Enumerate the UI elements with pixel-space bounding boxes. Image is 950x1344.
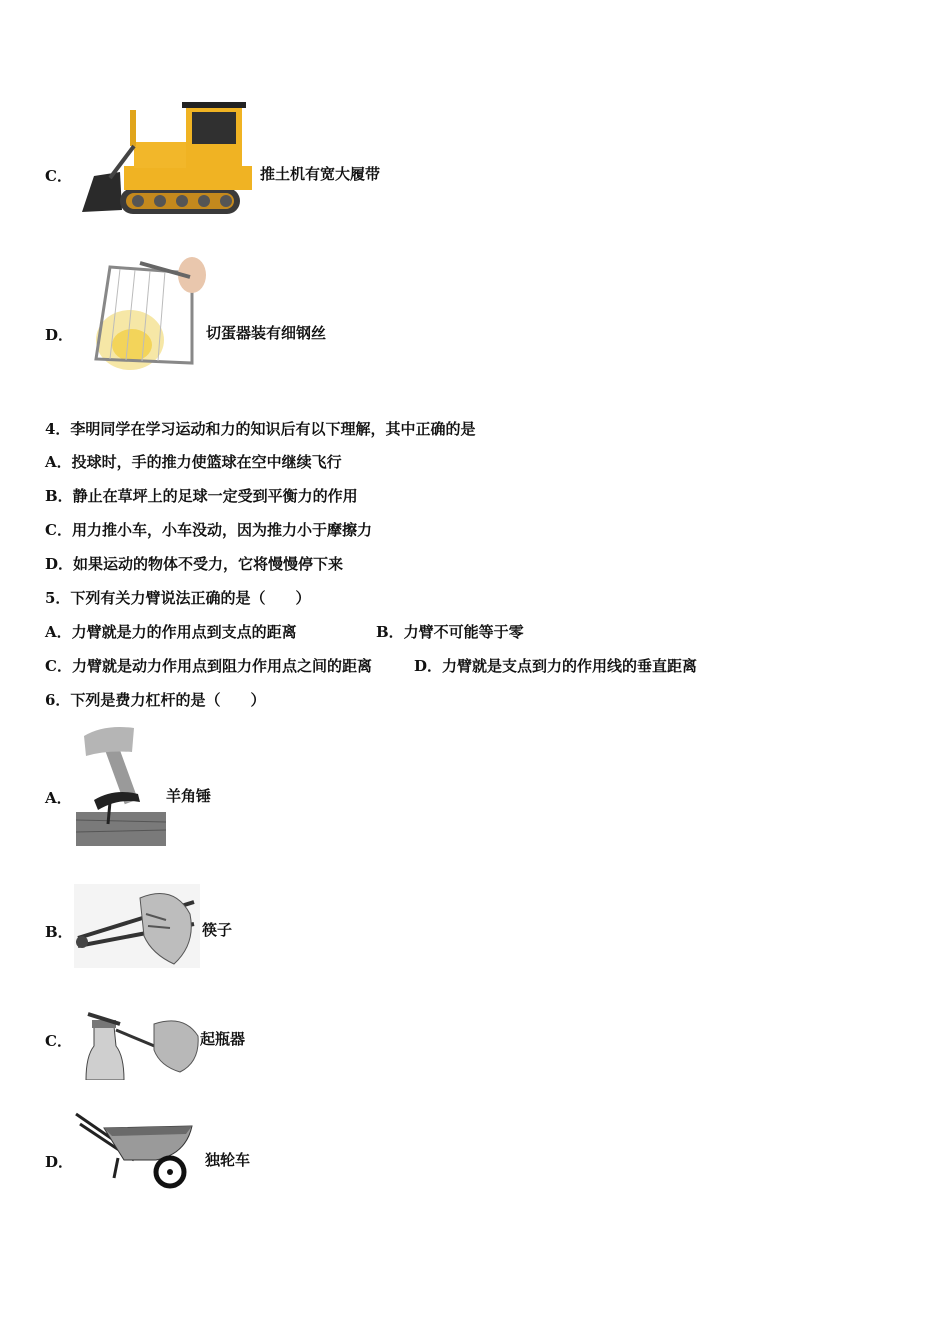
question-stem: 6．下列是费力杠杆的是（ ） [45, 691, 266, 709]
option-text: 切蛋器装有细钢丝 [206, 324, 327, 342]
answer-option: B．静止在草坪上的足球一定受到平衡力的作用 [45, 487, 358, 505]
answer-option: C．力臂就是动力作用点到阻力作用点之间的距离 [45, 657, 372, 675]
answer-option: A．投球时，手的推力使篮球在空中继续飞行 [45, 453, 342, 471]
answer-option: B．力臂不可能等于零 [376, 623, 524, 641]
option-letter: C． [45, 1032, 72, 1050]
question-stem: 5．下列有关力臂说法正确的是（ ） [45, 589, 311, 607]
question-stem: 4．李明同学在学习运动和力的知识后有以下理解，其中正确的是 [45, 420, 476, 438]
answer-option: D．力臂就是支点到力的作用线的垂直距离 [414, 657, 698, 675]
option-text: 起瓶器 [200, 1030, 246, 1048]
bottle-opener-icon [80, 1006, 200, 1080]
option-text: 推土机有宽大履带 [260, 165, 381, 183]
bulldozer-icon [80, 100, 260, 220]
option-letter: A． [45, 789, 72, 807]
option-text: 筷子 [202, 921, 233, 939]
option-letter: B． [45, 923, 73, 941]
wheelbarrow-icon [74, 1110, 198, 1190]
option-letter: C． [45, 167, 72, 185]
answer-option: C．用力推小车，小车没动，因为推力小于摩擦力 [45, 521, 372, 539]
option-letter: D． [45, 326, 74, 344]
option-letter: D． [45, 1153, 74, 1171]
answer-option: A．力臂就是力的作用点到支点的距离 [45, 623, 297, 641]
answer-option: D．如果运动的物体不受力，它将慢慢停下来 [45, 555, 344, 573]
egg-slicer-icon [80, 255, 208, 380]
option-text: 羊角锤 [166, 787, 212, 805]
chopsticks-icon [74, 884, 200, 968]
claw-hammer-icon [74, 722, 168, 848]
option-text: 独轮车 [205, 1151, 251, 1169]
